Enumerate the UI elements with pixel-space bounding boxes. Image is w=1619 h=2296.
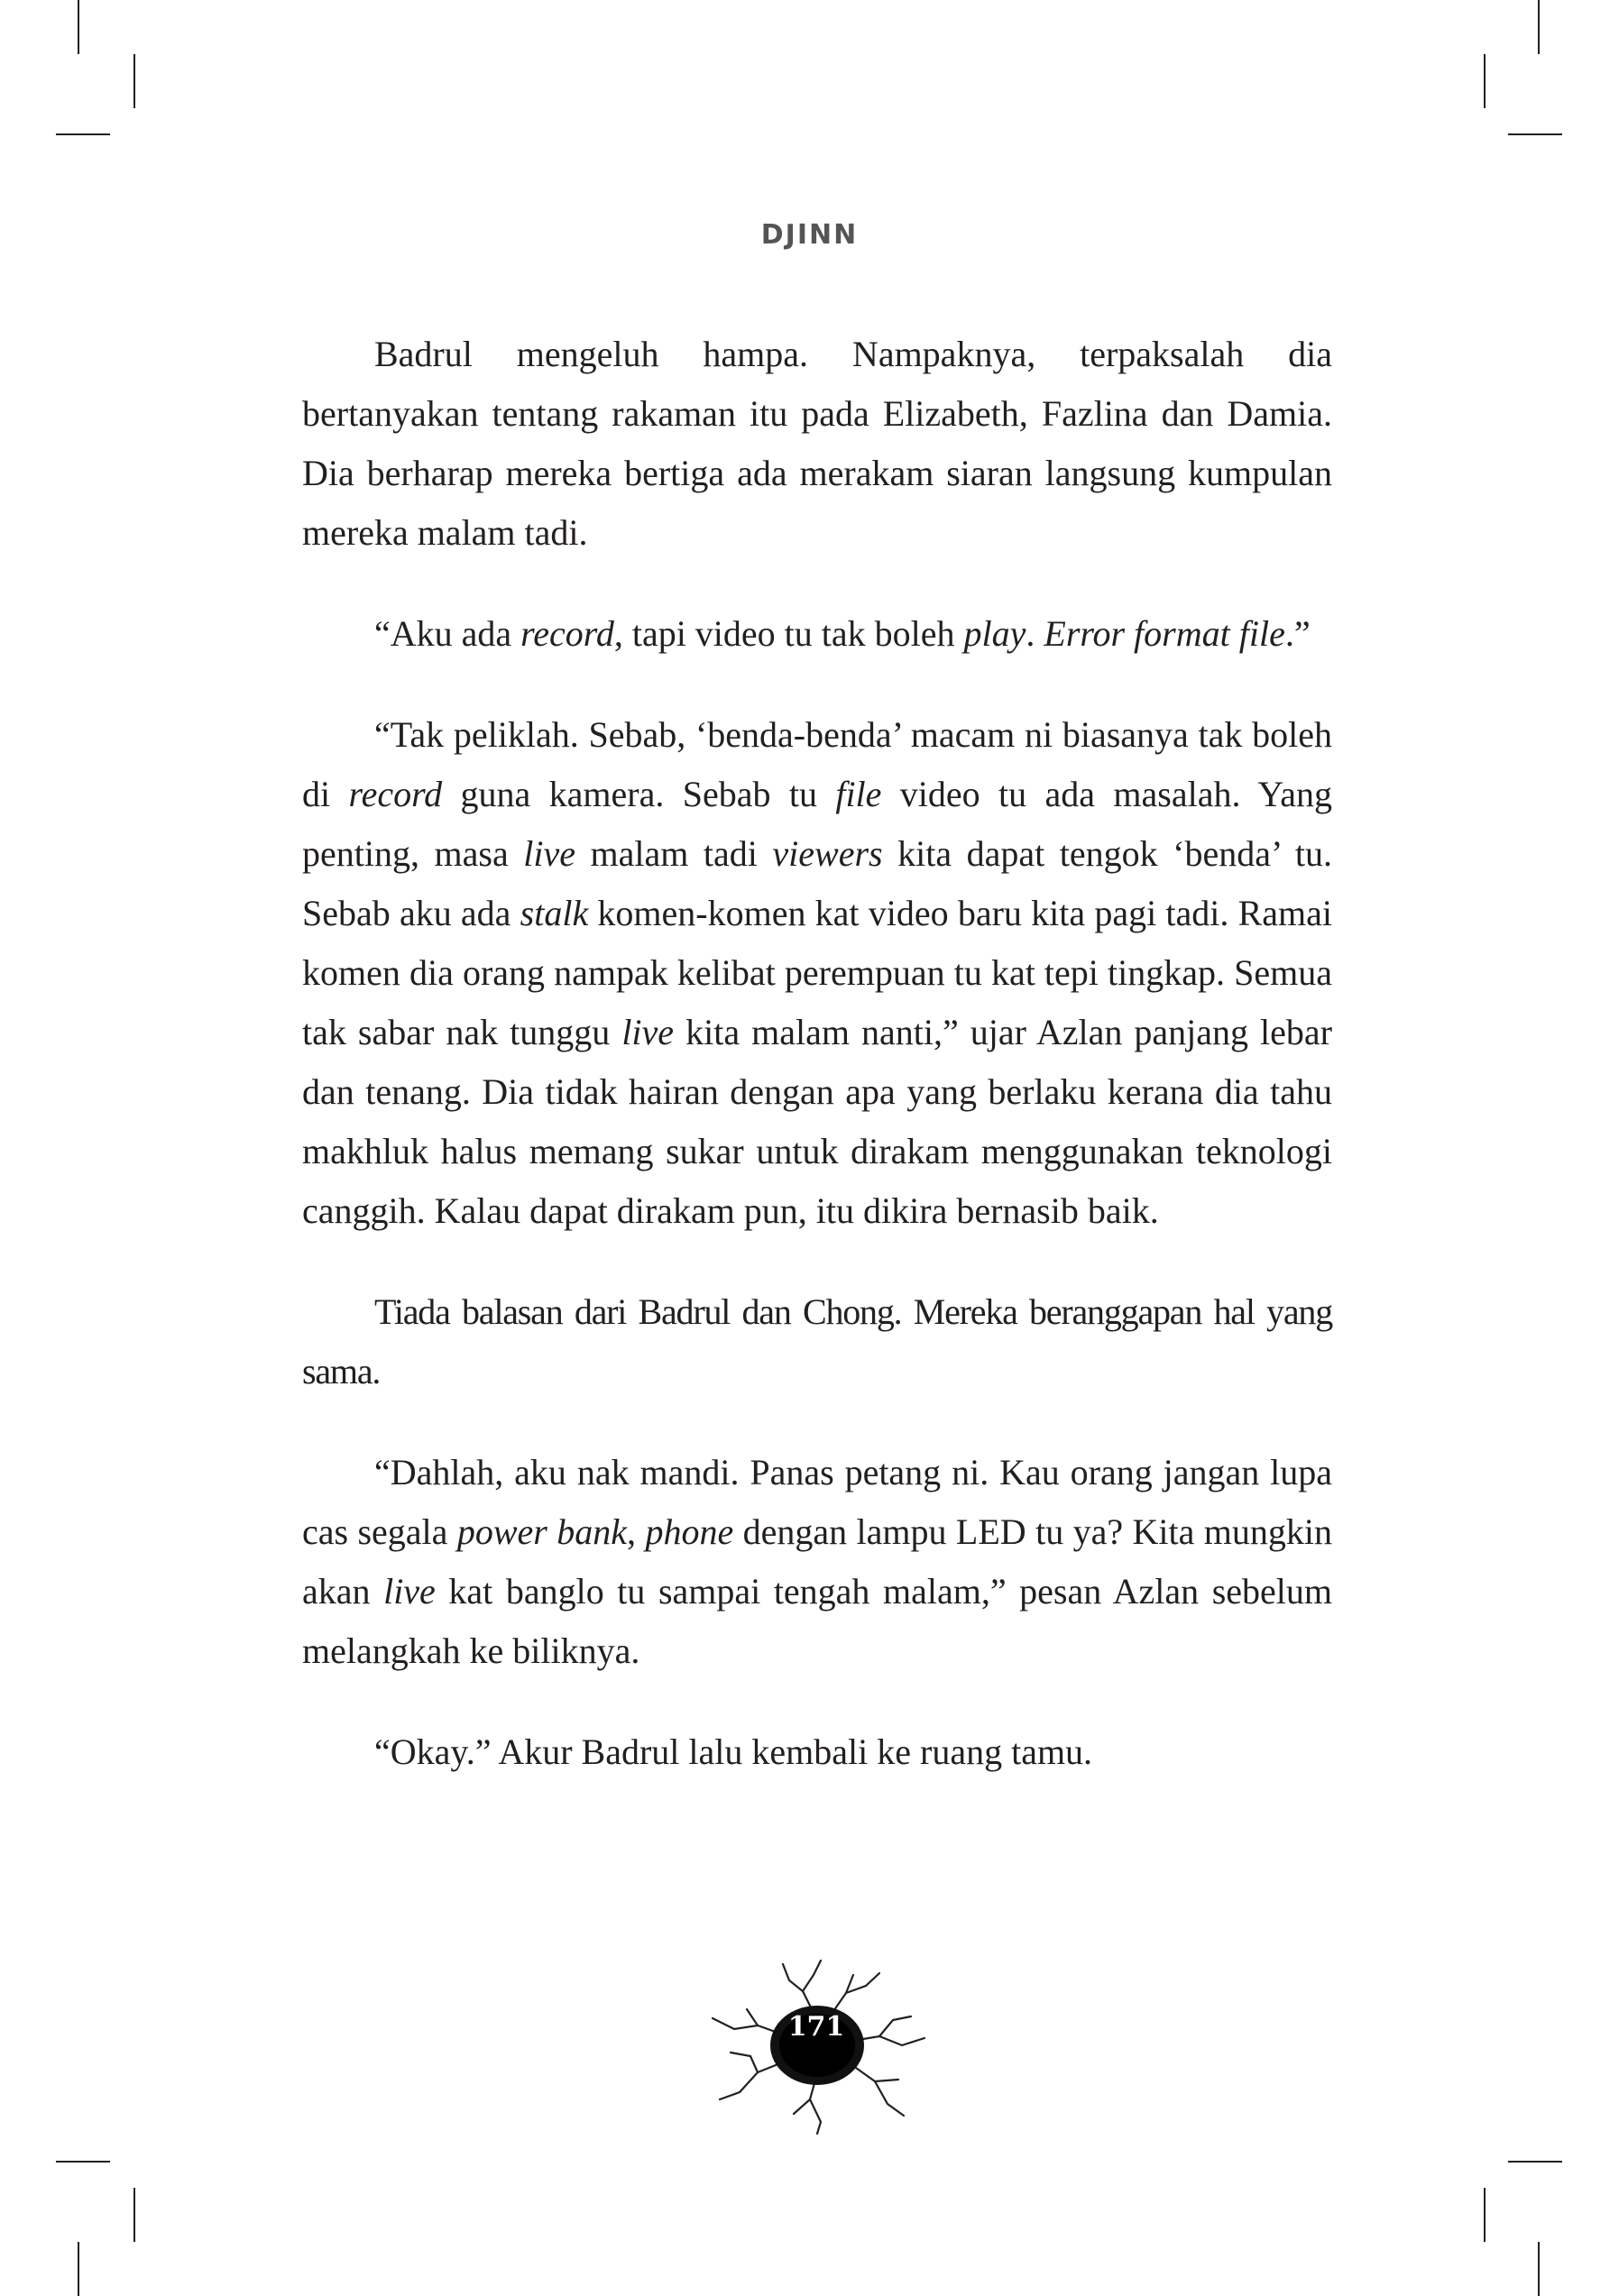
text-run: video tu ada masalah. Yang penting, masa xyxy=(302,774,1332,874)
crop-mark xyxy=(56,2161,110,2163)
paragraph xyxy=(302,604,1332,664)
crop-mark xyxy=(78,0,79,54)
text-run: “Okay.” Akur Badrul lalu kembali ke ruang tamu. xyxy=(374,1731,1093,1772)
text-run: malam tadi xyxy=(575,833,773,874)
paragraph xyxy=(302,1443,1332,1681)
body-text xyxy=(302,325,1332,1823)
text-run: Badrul mengeluh hampa. Nampaknya, terpaksalah dia bertanyakan tentang rakaman itu pada Elizabeth, Fazlina dan Damia. Dia berharap mereka bertiga ada merakam siaran langsung kumpulan mereka malam tadi. xyxy=(302,334,1332,553)
text-run: , xyxy=(627,1511,646,1552)
italic-text: power bank xyxy=(456,1511,628,1552)
crop-mark xyxy=(133,2188,135,2242)
text-run: kat banglo tu sampai tengah malam,” pesan Azlan sebelum melangkah ke biliknya. xyxy=(302,1571,1332,1671)
paragraph xyxy=(302,1282,1332,1401)
page-number-ornament xyxy=(695,1955,938,2135)
italic-text: play xyxy=(963,613,1026,654)
italic-text: record xyxy=(520,613,614,654)
paragraph xyxy=(302,325,1332,563)
cracked-hole-icon xyxy=(695,1955,938,2135)
text-run: guna kamera. Sebab tu xyxy=(442,774,836,814)
paragraph xyxy=(302,705,1332,1241)
crop-mark xyxy=(1538,0,1540,54)
page-number: 171 xyxy=(787,2011,845,2043)
text-run: .” xyxy=(1284,613,1311,654)
crop-mark xyxy=(1508,2161,1562,2163)
italic-text: live xyxy=(621,1012,675,1052)
text-run: “Dahlah, aku nak mandi. Panas petang ni. Kau orang jangan lupa cas segala xyxy=(302,1452,1332,1552)
text-run: “Tak peliklah. Sebab, ‘benda-benda’ macam ni biasanya tak boleh di xyxy=(302,714,1332,814)
text-run: Tiada balasan dari Badrul dan Chong. Mereka beranggapan hal yang sama. xyxy=(302,1291,1332,1391)
italic-text: viewers xyxy=(772,833,883,874)
crop-mark xyxy=(56,133,110,135)
italic-text: live xyxy=(383,1571,436,1612)
italic-text: record xyxy=(348,774,443,814)
italic-text: live xyxy=(523,833,575,874)
crop-mark xyxy=(78,2242,79,2296)
text-run: . xyxy=(1026,613,1044,654)
crop-mark xyxy=(1484,54,1486,108)
running-header: DJINN xyxy=(760,219,859,251)
italic-text: Error format file xyxy=(1044,613,1285,654)
crop-mark xyxy=(133,54,135,108)
crop-mark xyxy=(1508,133,1562,135)
paragraph xyxy=(302,1722,1332,1782)
italic-text: file xyxy=(835,774,882,814)
text-run: kita dapat tengok ‘benda’ tu. Sebab aku ada xyxy=(302,833,1332,933)
crop-mark xyxy=(1484,2188,1486,2242)
text-run: dengan lampu LED tu ya? Kita mungkin akan xyxy=(302,1511,1333,1612)
italic-text: stalk xyxy=(520,893,589,933)
text-run: , tapi video tu tak boleh xyxy=(613,613,964,654)
text-run: komen-komen kat video baru kita pagi tadi. Ramai komen dia orang nampak kelibat perempuan tu kat tepi tingkap. Semua tak sabar nak tunggu xyxy=(302,893,1333,1052)
italic-text: phone xyxy=(645,1511,734,1552)
crop-mark xyxy=(1538,2242,1540,2296)
text-run: kita malam nanti,” ujar Azlan panjang lebar dan tenang. Dia tidak hairan dengan apa yang berlaku kerana dia tahu makhluk halus memang sukar untuk dirakam menggunakan teknologi canggih. Kalau dapat dirakam pun, itu dikira bernasib baik. xyxy=(302,1012,1332,1231)
text-run: “Aku ada xyxy=(374,613,521,654)
